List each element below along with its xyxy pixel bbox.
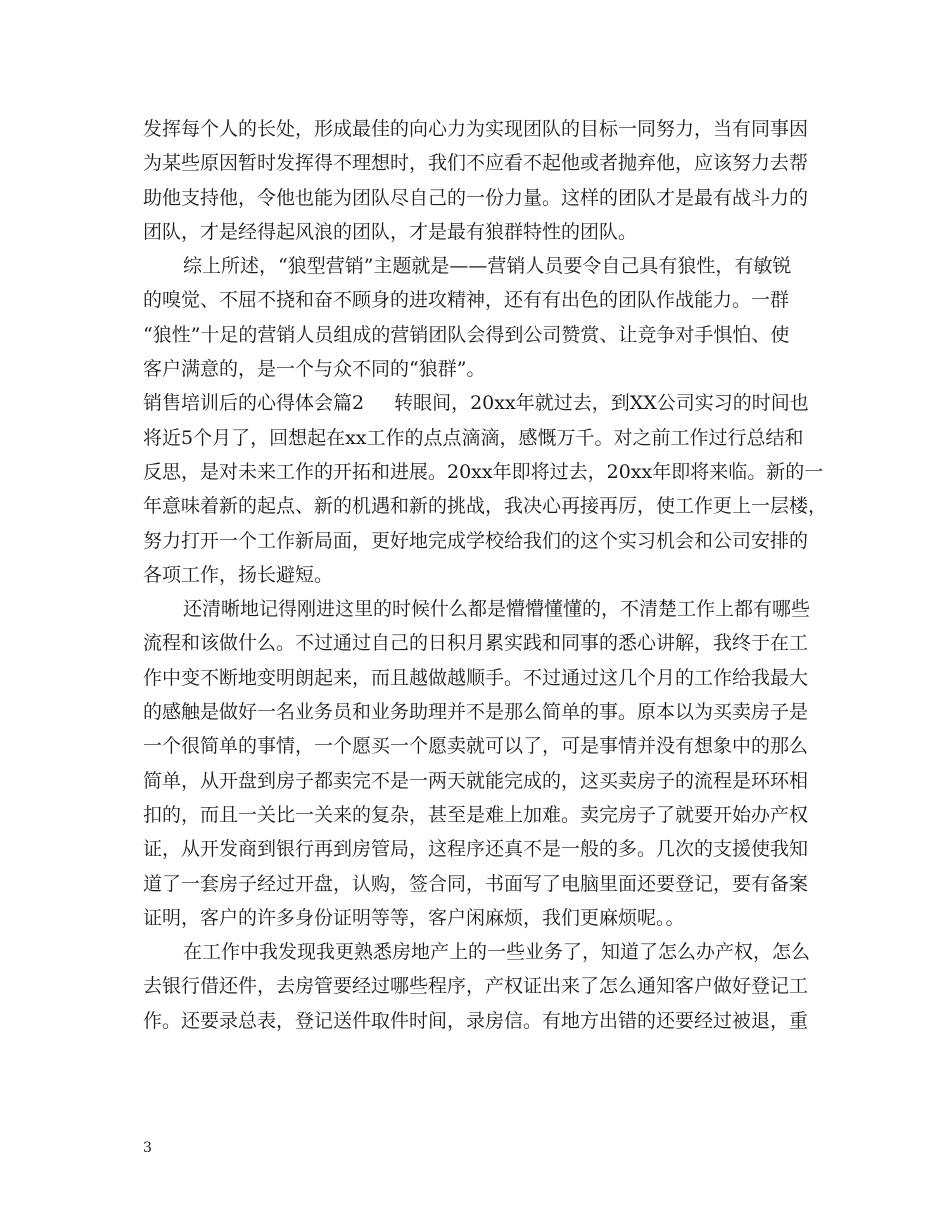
text-line: 去银行借还件，去房管要经过哪些程序，产权证出来了怎么通知客户做好登记工 [143,975,809,998]
text-line: 流程和该做什么。不过通过自己的日积月累实践和同事的悉心讲解，我终于在工 [143,632,809,655]
text-line: 各项工作，扬长避短。 [143,563,334,586]
text-line: 年意味着新的起点、新的机遇和新的挑战，我决心再接再厉，使工作更上一层楼， [143,495,828,518]
page-number: 3 [143,1140,152,1156]
text-line [143,386,811,420]
text-line: 团队，才是经得起风浪的团队，才是最有狼群特性的团队。 [143,220,638,243]
text-line: 综上所述，“狼型营销”主题就是——营销人员要令自己具有狼性，有敏锐 [183,255,792,278]
text-line: 在工作中我发现我更熟悉房地产上的一些业务了，知道了怎么办产权，怎么 [183,941,811,964]
text-line: “狼性”十足的营销人员组成的营销团队会得到公司赞赏、让竞争对手惧怕、使 [143,323,790,346]
text-line: 努力打开一个工作新局面，更好地完成学校给我们的这个实习机会和公司安排的 [143,529,809,552]
section-heading: 销售培训后的心得体会篇2 [143,392,365,415]
text-line: 发挥每个人的长处，形成最佳的向心力为实现团队的目标一同努力，当有同事因 [143,118,809,140]
text-span: 转眼间，20xx年就过去，到XX公司实习的时间也 [394,392,809,415]
text-line: 反思，是对未来工作的开拓和进展。20xx年即将过去，20xx年即将来临。新的一 [143,460,824,483]
text-line: 作。还要录总表，登记送件取件时间，录房信。有地方出错的还要经过被退，重 [143,1009,809,1032]
paragraph [143,592,811,935]
text-line: 的感触是做好一名业务员和业务助理并不是那么简单的事。原本以为买卖房子是 [143,701,809,724]
paragraph [143,249,811,386]
text-line: 道了一套房子经过开盘，认购，签合同，书面写了电脑里面还要登记，要有备案 [143,872,809,895]
text-line: 扣的，而且一关比一关来的复杂，甚至是难上加难。卖完房子了就要开始办产权 [143,803,809,826]
text-line: 作中变不断地变明朗起来，而且越做越顺手。不过通过这几个月的工作给我最大 [143,666,809,689]
text-line: 为某些原因暂时发挥得不理想时，我们不应看不起他或者抛弃他，应该努力去帮 [143,152,809,175]
paragraph [143,386,828,592]
text-line: 一个很简单的事情，一个愿买一个愿卖就可以了，可是事情并没有想象中的那么 [143,735,809,758]
paragraph [143,935,811,1038]
text-line: 助他支持他，令他也能为团队尽自己的一份力量。这样的团队才是最有战斗力的 [143,186,809,209]
text-line: 简单，从开盘到房子都卖完不是一两天就能完成的，这买卖房子的流程是环环相 [143,769,809,792]
text-line: 的嗅觉、不屈不挠和奋不顾身的进攻精神，还有有出色的团队作战能力。一群 [143,289,790,312]
text-line: 证，从开发商到银行再到房管局，这程序还真不是一般的多。几次的支援使我知 [143,838,809,861]
document-body [143,112,828,1038]
text-line: 还清晰地记得刚进这里的时候什么都是懵懵懂懂的，不清楚工作上都有哪些 [183,598,811,621]
text-line: 将近5个月了，回想起在xx工作的点点滴滴，感慨万千。对之前工作过行总结和 [143,426,804,449]
paragraph [143,112,811,249]
text-line: 证明，客户的许多身份证明等等，客户闲麻烦，我们更麻烦呢。。 [143,906,685,929]
text-line: 客户满意的，是一个与众不同的“狼群”。 [143,358,486,381]
